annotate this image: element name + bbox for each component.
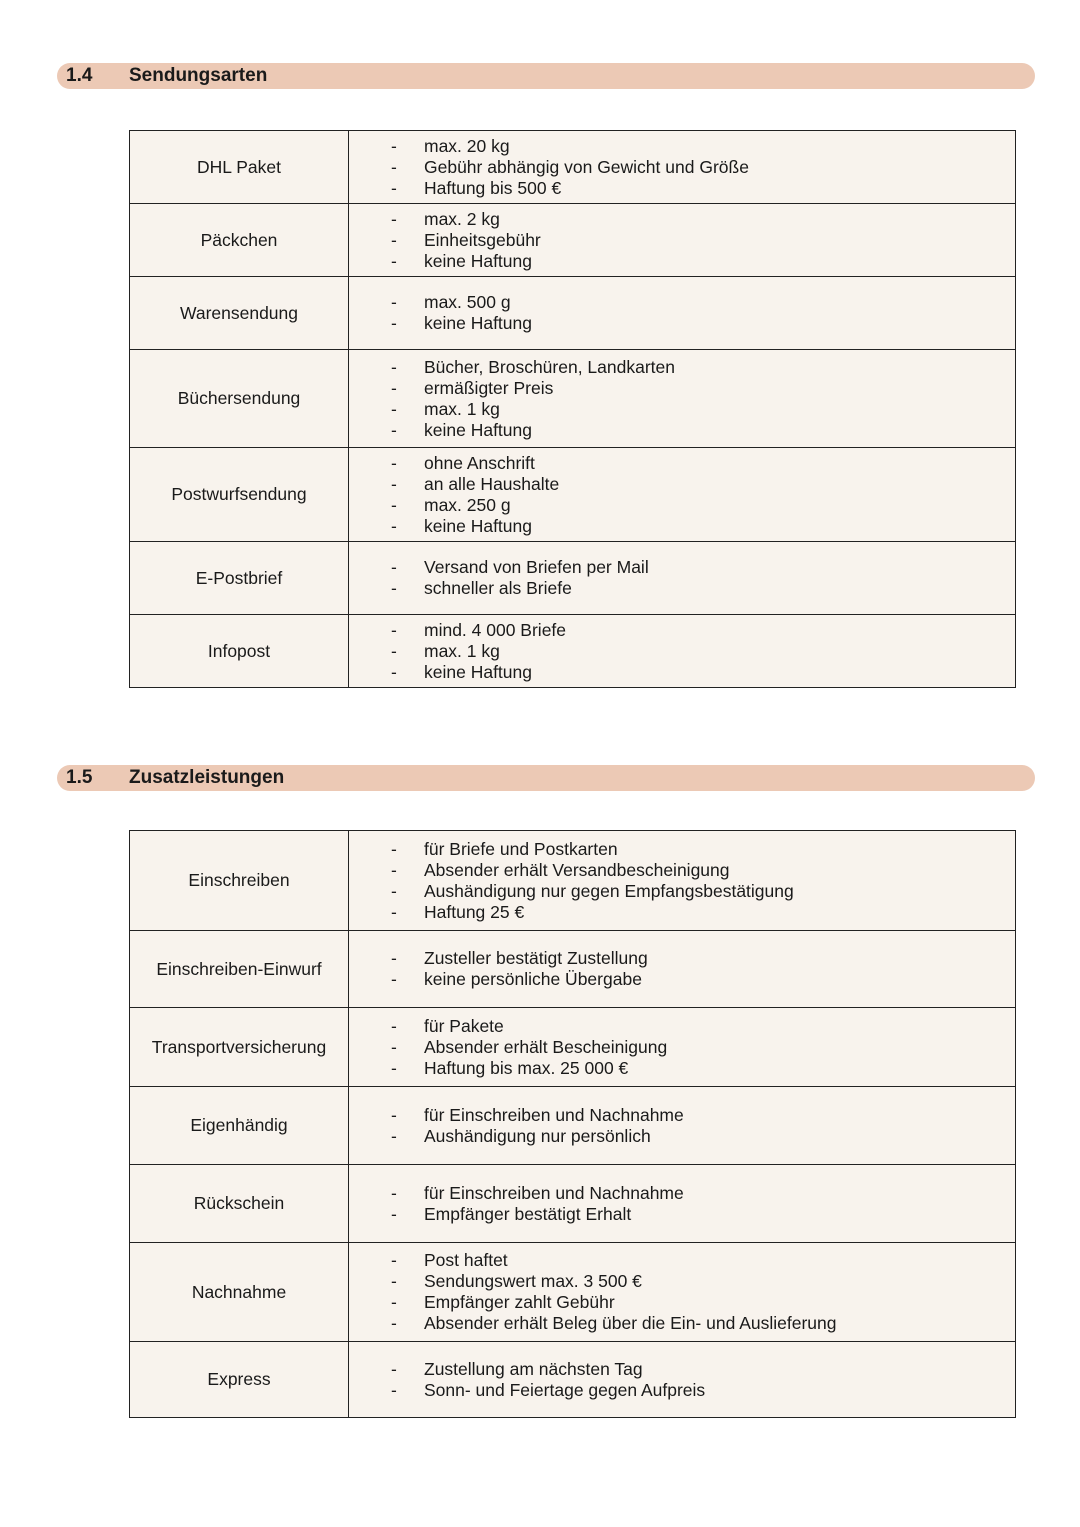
bullet-dash: - [391,377,397,398]
section-title: Zusatzleistungen [129,767,285,788]
list-item-text: keine persönliche Übergabe [424,969,642,989]
row-label: Einschreiben [130,831,349,931]
bullet-dash: - [391,1292,397,1312]
list-item [349,662,1015,683]
table-row [130,931,1016,1008]
bullet-dash: - [391,292,397,312]
list-item-text: keine Haftung [424,661,532,682]
list-item-text: Absender erhält Beleg über die Ein- und Auslieferung [424,1313,837,1333]
table-row [130,1087,1016,1165]
table-row [130,204,1016,277]
list-item-text: Haftung bis 500 € [424,177,562,198]
row-label: Warensendung [130,277,349,350]
list-item [349,1126,1015,1147]
list-item [349,578,1015,599]
list-item [349,1313,1015,1334]
list-item [349,1183,1015,1204]
list-item-text: schneller als Briefe [424,578,572,598]
bullet-dash: - [391,473,397,494]
list-item [349,557,1015,578]
list-item-text: für Einschreiben und Nachnahme [424,1182,684,1203]
list-item [349,453,1015,474]
list-item-text: Einheitsgebühr [424,229,541,250]
bullet-dash: - [391,578,397,598]
list-item-text: Gebühr abhängig von Gewicht und Größe [424,156,749,177]
bullet-dash: - [391,859,397,880]
list-item [349,1271,1015,1292]
list-item [349,1058,1015,1079]
row-label: Büchersendung [130,350,349,448]
bullet-dash: - [391,356,397,377]
list-item [349,474,1015,495]
list-item [349,357,1015,378]
section-number: 1.5 [66,767,93,788]
list-item-text: Post haftet [424,1250,508,1270]
row-description [349,204,1016,277]
list-item [349,209,1015,230]
row-label: Postwurfsendung [130,448,349,542]
row-label: DHL Paket [130,131,349,204]
list-item-text: Empfänger bestätigt Erhalt [424,1203,632,1224]
list-item-text: Absender erhält Versandbescheinigung [424,859,730,880]
list-item [349,1204,1015,1225]
list-item [349,313,1015,334]
list-item [349,860,1015,881]
bullet-dash: - [391,1015,397,1036]
list-item [349,620,1015,641]
table-row [130,277,1016,350]
list-item [349,641,1015,662]
table-row [130,448,1016,542]
list-item-text: Sonn- und Feiertage gegen Aufpreis [424,1379,706,1400]
list-item [349,516,1015,537]
bullet-dash: - [391,557,397,577]
list-item-text: ermäßigter Preis [424,377,554,398]
row-label: Transportversicherung [130,1008,349,1087]
list-item [349,1016,1015,1037]
table-row [130,1342,1016,1418]
list-item [349,969,1015,990]
row-description [349,1243,1016,1342]
row-description [349,1008,1016,1087]
list-item-text: Absender erhält Bescheinigung [424,1036,668,1057]
row-label: Infopost [130,615,349,688]
row-label: Rückschein [130,1165,349,1243]
bullet-dash: - [391,515,397,536]
bullet-dash: - [391,1125,397,1146]
table-row [130,350,1016,448]
row-description [349,1165,1016,1243]
bullet-dash: - [391,229,397,250]
list-item-text: max. 2 kg [424,208,500,229]
list-item [349,136,1015,157]
row-description [349,615,1016,688]
list-item-text: Haftung bis max. 25 000 € [424,1057,629,1078]
bullet-dash: - [391,1250,397,1270]
section-title: Sendungsarten [129,65,268,86]
list-item [349,378,1015,399]
list-item-text: Aushändigung nur gegen Empfangsbestätigung [424,880,794,901]
list-item [349,948,1015,969]
bullet-dash: - [391,494,397,515]
bullet-dash: - [391,419,397,440]
list-item-text: keine Haftung [424,515,532,536]
table-row [130,615,1016,688]
row-description [349,131,1016,204]
bullet-dash: - [391,1358,397,1379]
bullet-dash: - [391,640,397,661]
bullet-dash: - [391,177,397,198]
list-item [349,902,1015,923]
list-item-text: Bücher, Broschüren, Landkarten [424,356,675,377]
bullet-dash: - [391,661,397,682]
list-item-text: keine Haftung [424,250,532,271]
row-description [349,1087,1016,1165]
list-item-text: für Briefe und Postkarten [424,838,618,859]
row-label: E-Postbrief [130,542,349,615]
bullet-dash: - [391,1313,397,1333]
table-row [130,1165,1016,1243]
bullet-dash: - [391,1104,397,1125]
list-item [349,292,1015,313]
row-label: Päckchen [130,204,349,277]
list-item [349,399,1015,420]
list-item-text: keine Haftung [424,419,532,440]
list-item [349,251,1015,272]
bullet-dash: - [391,1271,397,1291]
section-header-zusatzleistungen [57,765,1035,791]
section-header-sendungsarten [57,63,1035,89]
list-item [349,1380,1015,1401]
bullet-dash: - [391,969,397,989]
list-item-text: mind. 4 000 Briefe [424,619,567,640]
bullet-dash: - [391,313,397,333]
row-label: Nachnahme [130,1243,349,1342]
table-row [130,1243,1016,1342]
list-item-text: ohne Anschrift [424,452,535,473]
bullet-dash: - [391,156,397,177]
list-item-text: max. 500 g [424,292,511,312]
section-number: 1.4 [66,65,93,86]
bullet-dash: - [391,838,397,859]
bullet-dash: - [391,948,397,968]
bullet-dash: - [391,1057,397,1078]
list-item [349,881,1015,902]
list-item-text: Aushändigung nur persönlich [424,1125,651,1146]
list-item [349,1250,1015,1271]
list-item-text: für Einschreiben und Nachnahme [424,1104,684,1125]
row-description [349,931,1016,1008]
bullet-dash: - [391,880,397,901]
list-item [349,1037,1015,1058]
table-row [130,1008,1016,1087]
row-label: Eigenhändig [130,1087,349,1165]
row-description [349,350,1016,448]
table-row [130,831,1016,931]
list-item [349,1359,1015,1380]
bullet-dash: - [391,619,397,640]
list-item [349,420,1015,441]
row-label: Express [130,1342,349,1418]
list-item-text: max. 250 g [424,494,511,515]
list-item-text: Zustellung am nächsten Tag [424,1358,643,1379]
bullet-dash: - [391,1182,397,1203]
list-item-text: max. 1 kg [424,640,500,661]
list-item-text: Zusteller bestätigt Zustellung [424,948,648,968]
bullet-dash: - [391,1379,397,1400]
row-description [349,1342,1016,1418]
bullet-dash: - [391,398,397,419]
list-item [349,1105,1015,1126]
list-item-text: max. 1 kg [424,398,500,419]
list-item-text: an alle Haushalte [424,473,560,494]
list-item [349,1292,1015,1313]
list-item [349,157,1015,178]
list-item-text: max. 20 kg [424,135,510,156]
list-item [349,839,1015,860]
bullet-dash: - [391,1203,397,1224]
list-item-text: Empfänger zahlt Gebühr [424,1292,615,1312]
table-row [130,542,1016,615]
row-description [349,448,1016,542]
list-item-text: Haftung 25 € [424,901,525,922]
list-item-text: für Pakete [424,1015,504,1036]
bullet-dash: - [391,208,397,229]
sendungsarten-table [129,130,1016,688]
list-item [349,230,1015,251]
row-description [349,277,1016,350]
bullet-dash: - [391,250,397,271]
bullet-dash: - [391,1036,397,1057]
list-item-text: keine Haftung [424,313,532,333]
zusatzleistungen-table [129,830,1016,1418]
table-row [130,131,1016,204]
list-item-text: Sendungswert max. 3 500 € [424,1271,642,1291]
bullet-dash: - [391,135,397,156]
list-item [349,178,1015,199]
bullet-dash: - [391,452,397,473]
row-label: Einschreiben-Einwurf [130,931,349,1008]
bullet-dash: - [391,901,397,922]
list-item-text: Versand von Briefen per Mail [424,557,649,577]
row-description [349,831,1016,931]
row-description [349,542,1016,615]
list-item [349,495,1015,516]
